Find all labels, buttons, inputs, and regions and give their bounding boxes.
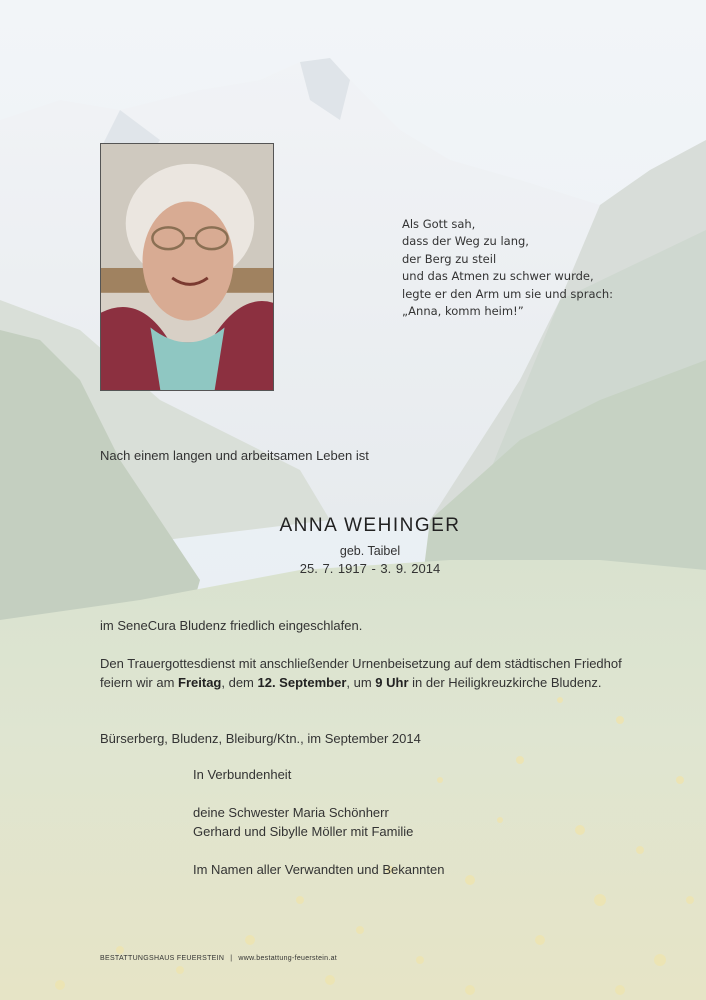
service-text-sep: , dem	[221, 674, 258, 690]
poem-line: dass der Weg zu lang,	[402, 234, 529, 249]
intro-text: Nach einem langen und arbeitsamen Leben ist	[100, 448, 369, 463]
service-text-before: Den Trauergottesdienst mit anschließender Urnenbeisetzung auf dem städtischen Friedhof feiern wir am	[100, 656, 622, 690]
service-date: 12. September	[257, 674, 347, 690]
poem-line: der Berg zu steil	[402, 251, 497, 266]
passing-text: im SeneCura Bludenz friedlich eingeschlafen.	[100, 618, 363, 633]
deceased-name: ANNA WEHINGER	[279, 515, 461, 536]
portrait-photo	[100, 143, 274, 391]
service-text-after: in der Heiligkreuzkirche Bludenz.	[408, 674, 602, 690]
maiden-name: geb. Taibel	[339, 544, 401, 558]
life-dates: 25. 7. 1917 - 3. 9. 2014	[299, 561, 441, 576]
funeral-home-website: www.bestattung-feuerstein.at	[238, 955, 338, 962]
service-text-sep: , um	[346, 674, 376, 690]
poem-line: „Anna, komm heim!”	[402, 304, 524, 319]
place-date: Bürserberg, Bludenz, Bleiburg/Ktn., im September 2014	[100, 731, 421, 746]
mourner-sister: deine Schwester Maria Schönherr	[193, 805, 389, 820]
footer-separator: |	[230, 955, 233, 962]
poem-line: und das Atmen zu schwer wurde,	[402, 269, 594, 284]
farewell-poem	[402, 216, 692, 320]
closing-verbundenheit: In Verbundenheit	[193, 767, 292, 782]
funeral-home-name: BESTATTUNGSHAUS FEUERSTEIN	[100, 955, 225, 962]
service-text	[100, 655, 640, 692]
poem-line: legte er den Arm um sie und sprach:	[402, 286, 613, 301]
mourner-relatives: Im Namen aller Verwandten und Bekannten	[193, 862, 445, 877]
mourner-family: Gerhard und Sibylle Möller mit Familie	[193, 824, 414, 839]
service-time: 9 Uhr	[375, 674, 409, 690]
footer	[100, 955, 337, 962]
service-day: Freitag	[178, 674, 222, 690]
poem-line: Als Gott sah,	[402, 217, 476, 231]
